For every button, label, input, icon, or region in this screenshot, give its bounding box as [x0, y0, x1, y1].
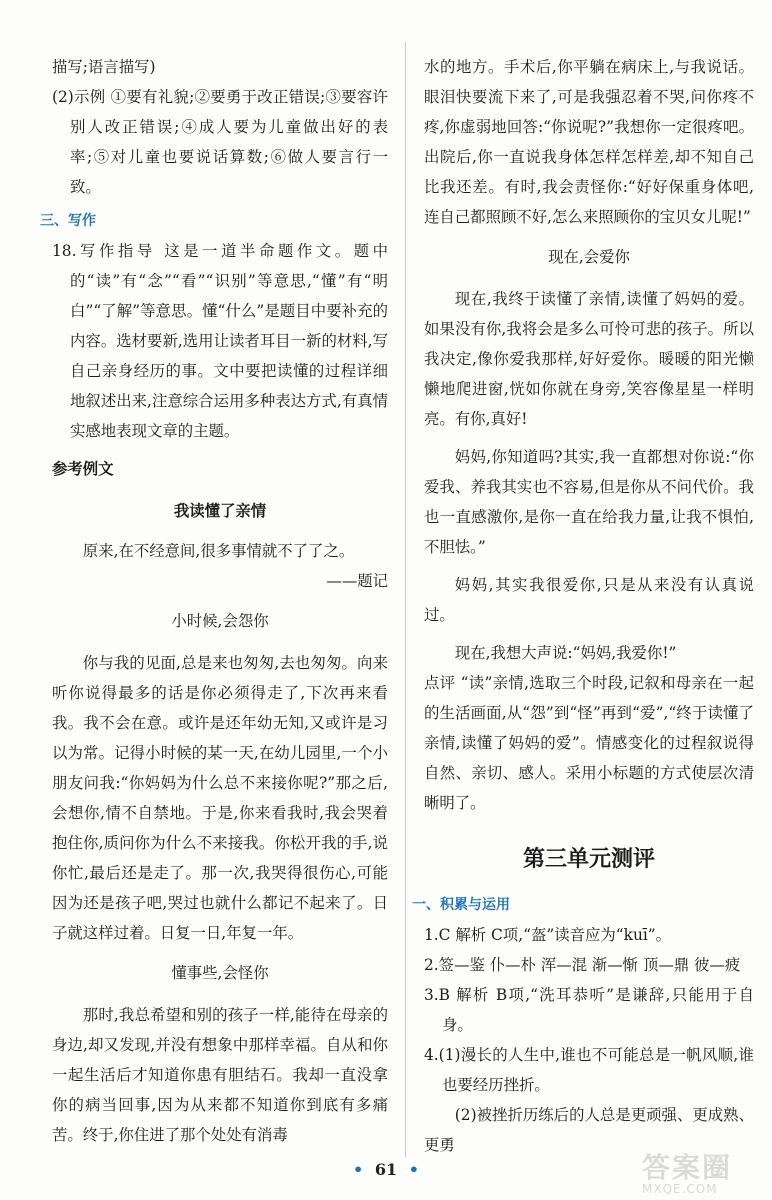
epigraph: 原来,在不经意间,很多事情就不了了之。 — [82, 542, 355, 560]
essay-paragraph: 那时,我总希望和别的孩子一样,能待在母亲的身边,却又发现,并没有想象中那样幸福。自从和你一起生活后才知道你患有胆结石。我却一直没拿你的病当回事,因为从来都不知道你到底有多痛苦。终于,你住进了那个处处有消毒 — [52, 1006, 388, 1144]
section-heading-accumulation: 一、积累与运用 — [412, 897, 510, 913]
essay-paragraph: 现在,我想大声说:“妈妈,我爱你!” — [454, 644, 677, 662]
essay-subtitle-2: 懂事些,会怪你 — [171, 964, 269, 982]
unit-title: 第三单元测评 — [522, 847, 655, 872]
essay-subtitle-3: 现在,会爱你 — [548, 248, 630, 266]
answer-4-2: (2)被挫折历练后的人总是更顽强、更成熟、更勇 — [424, 1106, 754, 1154]
column-divider — [405, 42, 406, 1157]
essay-paragraph: 妈妈,你知道吗?其实,我一直都想对你说:“你爱我、养我其实也不容易,但是你从不问代价。我也一直感激你,是你一直在给我力量,让我不惧怕,不胆怯。” — [424, 448, 754, 556]
essay-subtitle-1: 小时候,会怨你 — [171, 612, 269, 630]
comment: 点评 “读”亲情,选取三个时段,记叙和母亲在一起的生活画面,从“怨”到“怪”再到“爱”,“终于读懂了亲情,读懂了妈妈的爱”。情感变化的过程叙说得自然、亲切、感人。采用小标题的方式使层次清晰明了。 — [424, 674, 754, 812]
section-heading-writing: 三、写作 — [40, 213, 96, 229]
watermark-url: MXQE.COM — [642, 1182, 718, 1196]
watermark-text: 答案圈 — [642, 1151, 733, 1184]
answer-18: 18.写作指导 这是一道半命题作文。题中的“读”有“念”“看”“识别”等意思,“懂”有“明白”“了解”等意思。懂“什么”是题目中要补充的内容。选材要新,选用让读者耳目一新的材料,写自己亲身经历的事。文中要把读懂的过程详细地叙述出来,注意综合运用多种表达方式,有真情实感地表现文章的主题。 — [52, 242, 388, 440]
page-dot-right: • — [408, 1160, 419, 1179]
page-number-value: 61 — [374, 1160, 398, 1179]
reference-essay-label: 参考例文 — [52, 460, 114, 478]
essay-paragraph: 水的地方。手术后,你平躺在病床上,与我说话。眼泪快要流下来了,可是我强忍着不哭,问你疼不疼,你虚弱地回答:“你说呢?”我想你一定很疼吧。出院后,你一直说我身体怎样怎样差,却不知自己比我还差。有时,我会责怪你:“好好保重身体吧,连自己都照顾不好,怎么来照顾你的宝贝女儿呢!” — [424, 58, 754, 226]
answer-line: 描写;语言描写) — [52, 58, 156, 76]
answer-4-1: 4.(1)漫长的人生中,谁也不可能总是一帆风顺,谁也要经历挫折。 — [424, 1046, 754, 1094]
essay-paragraph: 你与我的见面,总是来也匆匆,去也匆匆。向来听你说得最多的话是你必须得走了,下次再来看我。我不会在意。或许是还年幼无知,又或许是习以为常。记得小时候的某一天,在幼儿园里,一个小朋友问我:“你妈妈为什么总不来接你呢?”那之后,会想你,情不自禁地。于是,你来看我时,我会哭着抱住你,质问你为什么不来接我。你松开我的手,说你忙,最后还是走了。那一次,我哭得很伤心,可能因为还是孩子吧,哭过也就什么都记不起来了。日子就这样过着。日复一日,年复一年。 — [52, 654, 388, 942]
right-column — [412, 52, 754, 1160]
watermark — [642, 1146, 762, 1194]
answer-3: 3.B 解析 B项,“洗耳恭听”是谦辞,只能用于自身。 — [424, 986, 754, 1034]
essay-title: 我读懂了亲情 — [173, 502, 267, 520]
left-column — [40, 52, 388, 1150]
answer-2: 2.签—鉴 仆—朴 浑—混 渐—惭 顶—鼎 彼—疲 — [424, 956, 741, 974]
page-dot-left: • — [353, 1160, 364, 1179]
essay-paragraph: 妈妈,其实我很爱你,只是从来没有认真说过。 — [424, 576, 754, 624]
answer-17-2: (2)示例 ①要有礼貌;②要勇于改正错误;③要容许别人改正错误;④成人要为儿童做出好的表率;⑤对儿童也要说话算数;⑥做人要言行一致。 — [52, 88, 388, 196]
essay-paragraph: 现在,我终于读懂了亲情,读懂了妈妈的爱。如果没有你,我将会是多么可怜可悲的孩子。所以我决定,像你爱我那样,好好爱你。暖暖的阳光懒懒地爬进窗,恍如你就在身旁,笑容像星星一样明亮。有你,真好! — [424, 290, 754, 428]
epigraph-source: ——题记 — [326, 572, 388, 590]
answer-1: 1.C 解析 C项,“盔”读音应为“kuī”。 — [424, 926, 672, 944]
